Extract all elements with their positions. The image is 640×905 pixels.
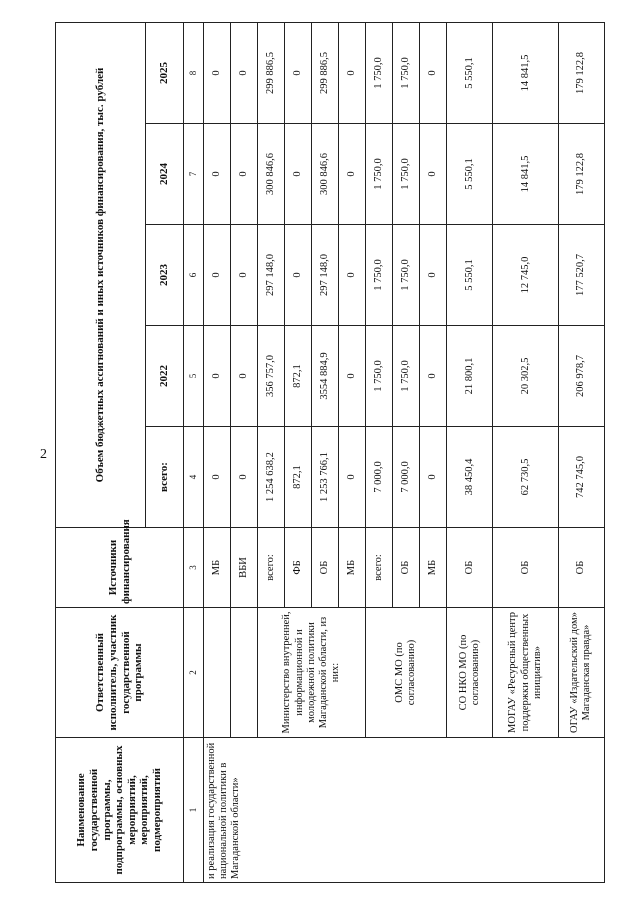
- value-cell: 0: [339, 124, 366, 225]
- value-cell: 0: [420, 427, 447, 528]
- value-cell: 14 841,5: [493, 124, 558, 225]
- header-total: всего:: [146, 427, 184, 528]
- executor-cell: [204, 608, 231, 738]
- value-cell: 1 253 766,1: [312, 427, 339, 528]
- index-cell: 2: [184, 608, 204, 738]
- source-cell: ФБ: [285, 528, 312, 608]
- value-cell: 0: [204, 427, 231, 528]
- value-cell: 297 148,0: [258, 225, 285, 326]
- index-cell: 1: [184, 738, 204, 883]
- source-cell: ОБ: [393, 528, 420, 608]
- header-executor: Ответственный исполнитель, участник государственной программы: [56, 608, 184, 738]
- value-cell: 21 800,1: [447, 326, 493, 427]
- value-cell: 62 730,5: [493, 427, 558, 528]
- executor-cell: СО НКО МО (по согласованию): [447, 608, 493, 738]
- value-cell: 356 757,0: [258, 326, 285, 427]
- header-volume: Объем бюджетных ассигнований и иных источников финансирования, тыс. рублей: [56, 22, 146, 527]
- source-cell: ОБ: [312, 528, 339, 608]
- executor-cell: ОГАУ «Издательский дом» Магаданская правда»: [558, 608, 604, 738]
- value-cell: 0: [420, 326, 447, 427]
- value-cell: 872,1: [285, 427, 312, 528]
- value-cell: 0: [231, 326, 258, 427]
- value-cell: 0: [339, 225, 366, 326]
- value-cell: 0: [204, 326, 231, 427]
- header-name: Наименование государственной программы, подпрограммы, основных мероприятий, мероприятий, подмероприятий: [56, 738, 184, 883]
- value-cell: 0: [204, 22, 231, 123]
- value-cell: 299 886,5: [312, 22, 339, 123]
- value-cell: 1 750,0: [393, 326, 420, 427]
- value-cell: 206 978,7: [558, 326, 604, 427]
- value-cell: 1 750,0: [366, 326, 393, 427]
- value-cell: 300 846,6: [258, 124, 285, 225]
- source-cell: МБ: [339, 528, 366, 608]
- value-cell: 0: [204, 225, 231, 326]
- value-cell: 0: [339, 326, 366, 427]
- program-name: и реализация государственной национальной политики в Магаданской области»: [204, 738, 605, 883]
- value-cell: 0: [420, 225, 447, 326]
- value-cell: 0: [285, 22, 312, 123]
- value-cell: 7 000,0: [393, 427, 420, 528]
- value-cell: 179 122,8: [558, 22, 604, 123]
- value-cell: 0: [420, 124, 447, 225]
- value-cell: 0: [285, 225, 312, 326]
- source-cell: всего:: [366, 528, 393, 608]
- value-cell: 20 302,5: [493, 326, 558, 427]
- source-cell: МБ: [420, 528, 447, 608]
- header-year: 2024: [146, 124, 184, 225]
- index-cell: 7: [184, 124, 204, 225]
- value-cell: 1 750,0: [393, 124, 420, 225]
- value-cell: 1 750,0: [393, 225, 420, 326]
- value-cell: 1 750,0: [366, 225, 393, 326]
- source-cell: ОБ: [558, 528, 604, 608]
- source-cell: ОБ: [447, 528, 493, 608]
- value-cell: 12 745,0: [493, 225, 558, 326]
- value-cell: 0: [231, 225, 258, 326]
- executor-cell: МОГАУ «Ресурсный центр поддержки общественных инициатив»: [493, 608, 558, 738]
- rotated-table-frame: [55, 23, 605, 883]
- executor-cell: ОМС МО (по согласованию): [366, 608, 447, 738]
- value-cell: 0: [231, 427, 258, 528]
- value-cell: 38 450,4: [447, 427, 493, 528]
- header-year: 2022: [146, 326, 184, 427]
- value-cell: 177 520,7: [558, 225, 604, 326]
- index-cell: 6: [184, 225, 204, 326]
- value-cell: 0: [231, 22, 258, 123]
- header-year: 2023: [146, 225, 184, 326]
- value-cell: 1 750,0: [366, 22, 393, 123]
- source-cell: ВБИ: [231, 528, 258, 608]
- financing-table: [55, 22, 605, 883]
- source-cell: МБ: [204, 528, 231, 608]
- index-cell: 8: [184, 22, 204, 123]
- value-cell: 0: [231, 124, 258, 225]
- executor-cell: [231, 608, 258, 738]
- value-cell: 872,1: [285, 326, 312, 427]
- value-cell: 14 841,5: [493, 22, 558, 123]
- source-cell: всего:: [258, 528, 285, 608]
- value-cell: 0: [339, 427, 366, 528]
- executor-cell: Министерство внутренней, информационной и молодежной политики Магаданской области, из них:: [258, 608, 366, 738]
- value-cell: 1 750,0: [366, 124, 393, 225]
- value-cell: 0: [339, 22, 366, 123]
- value-cell: 300 846,6: [312, 124, 339, 225]
- value-cell: 299 886,5: [258, 22, 285, 123]
- value-cell: 297 148,0: [312, 225, 339, 326]
- value-cell: 5 550,1: [447, 22, 493, 123]
- header-source: Источники финансирования: [56, 528, 184, 608]
- value-cell: 179 122,8: [558, 124, 604, 225]
- page-number: 2: [40, 447, 47, 462]
- value-cell: 742 745,0: [558, 427, 604, 528]
- value-cell: 3554 884,9: [312, 326, 339, 427]
- index-cell: 3: [184, 528, 204, 608]
- value-cell: 5 550,1: [447, 225, 493, 326]
- value-cell: 7 000,0: [366, 427, 393, 528]
- value-cell: 1 254 638,2: [258, 427, 285, 528]
- value-cell: 0: [285, 124, 312, 225]
- source-cell: ОБ: [493, 528, 558, 608]
- index-cell: 4: [184, 427, 204, 528]
- value-cell: 0: [420, 22, 447, 123]
- index-cell: 5: [184, 326, 204, 427]
- value-cell: 1 750,0: [393, 22, 420, 123]
- header-year: 2025: [146, 22, 184, 123]
- value-cell: 5 550,1: [447, 124, 493, 225]
- value-cell: 0: [204, 124, 231, 225]
